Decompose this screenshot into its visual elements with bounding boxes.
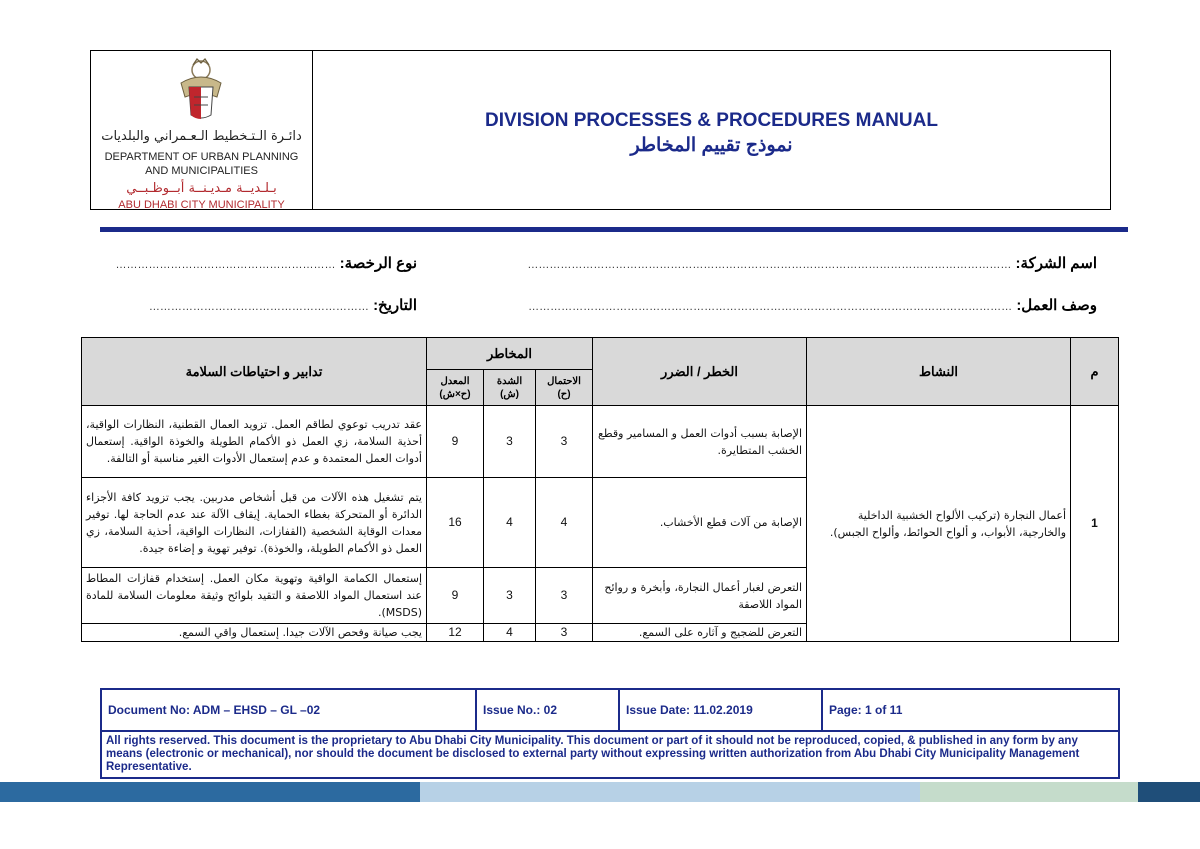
hazard-cell: الإصابة من آلات قطع الأخشاب. (593, 478, 807, 568)
col-header-number: م (1071, 338, 1119, 406)
dept-name-english-line1: DEPARTMENT OF URBAN PLANNING (104, 151, 299, 163)
probability-cell: 3 (536, 624, 593, 642)
date-field (149, 296, 417, 314)
severity-cell: 4 (484, 478, 536, 568)
col-header-probability: الاحتمال (ح) (536, 370, 593, 406)
copyright-notice: All rights reserved. This document is the proprietary to Abu Dhabi City Municipality. This document or part of it should not be reproduced, copied, & published in any form by any means (electronic or mechanical), nor should the document be disclosed to external party without expressing written authorization from Abu Dhabi City Municipality Management Representative. (106, 735, 1080, 773)
hazard-cell: التعرض لغبار أعمال النجارة، وأبخرة و روائح المواد اللاصقة (593, 568, 807, 624)
bottom-band-dark-segment (0, 782, 420, 802)
manual-title: DIVISION PROCESSES & PROCEDURES MANUAL (485, 109, 938, 131)
hazard-cell: الإصابة بسبب أدوات العمل و المسامير وقطع الخشب المتطايرة. (593, 406, 807, 478)
col-header-severity: الشدة (ش) (484, 370, 536, 406)
bottom-band-navy-segment (1138, 782, 1200, 802)
table-row (82, 406, 1119, 478)
rate-cell: 16 (427, 478, 484, 568)
severity-cell: 3 (484, 406, 536, 478)
municipality-name-english: ABU DHABI CITY MUNICIPALITY (118, 199, 285, 209)
severity-cell: 4 (484, 624, 536, 642)
bottom-band-light-segment (420, 782, 920, 802)
date-label: التاريخ: (373, 297, 417, 314)
activity-number: 1 (1071, 406, 1119, 642)
title-block (313, 51, 1110, 209)
col-header-rate: المعدل (ح×ش) (427, 370, 484, 406)
measures-cell: إستعمال الكمامة الواقية وتهوية مكان العمل. إستخدام قفازات المطاط عند استعمال المواد اللاصقة و التقيد بلوائح وثيقة معلومات السلامة للمادة (MSDS). (82, 568, 427, 624)
date-blank[interactable]: …………………………………………………… (148, 301, 369, 313)
severity-cell: 3 (484, 568, 536, 624)
document-footer (100, 688, 1120, 779)
work-description-label: وصف العمل: (1016, 297, 1097, 314)
measures-cell: عقد تدريب توعوي لطاقم العمل. تزويد العمال القطنية، النظارات الواقية، أحذية السلامة، زي العمل ذو الأكمام الطويلة والخوذة الواقية. إستعمال أدوات العمل المعتمدة و عدم إستعمال الأدوات الغير مناسبة أو التالفة. (82, 406, 427, 478)
municipality-name-arabic: بـلـديــة مـديـنــة أبــوظـبــي (126, 181, 277, 196)
header-divider (100, 227, 1128, 232)
probability-cell: 4 (536, 478, 593, 568)
measures-cell: يجب صيانة وفحص الآلات جيدا. إستعمال واقي السمع. (82, 624, 427, 642)
col-header-activity: النشاط (807, 338, 1071, 406)
issue-date: Issue Date: 11.02.2019 (620, 690, 823, 730)
rate-cell: 12 (427, 624, 484, 642)
dept-name-english-line2: AND MUNICIPALITIES (145, 165, 258, 177)
form-title-arabic: نموذج تقييم المخاطر (630, 134, 793, 156)
license-type-label: نوع الرخصة: (339, 255, 417, 272)
issue-number: Issue No.: 02 (477, 690, 620, 730)
hazard-cell: التعرض للضجيج و آثاره على السمع. (593, 624, 807, 642)
risk-assessment-table (81, 337, 1119, 642)
work-description-blank[interactable]: …………………………………………………………………………………………………………………… (528, 301, 1013, 313)
company-name-blank[interactable]: …………………………………………………………………………………………………………………… (527, 259, 1012, 271)
col-header-hazard: الخطر / الضرر (593, 338, 807, 406)
falcon-emblem-icon (171, 57, 231, 123)
rate-cell: 9 (427, 406, 484, 478)
dept-name-arabic: دائـرة الـتـخطيط الـعـمراني والبلديات (101, 129, 302, 144)
col-header-risks: المخاطر (427, 338, 593, 370)
page-number: Page: 1 of 11 (829, 703, 903, 717)
bottom-band-green-segment (920, 782, 1138, 802)
license-type-blank[interactable]: …………………………………………………… (115, 259, 336, 271)
col-header-measures: تدابير و احتياطات السلامة (82, 338, 427, 406)
work-description-field (528, 296, 1097, 314)
document-header (90, 50, 1111, 210)
license-type-field (115, 254, 417, 272)
measures-cell: يتم تشغيل هذه الآلات من قبل أشخاص مدربين. يجب تزويد كافة الأجزاء الدائرة أو المتحركة بغطاء الحماية. إيقاف الآلة عند عدم الحاجة لها. توفير معدات الوقاية الشخصية (القفازات، النظارات الواقية، أحذية السلامة، زي العمل ذو الأكمام الطويلة، والخوذة). توفير تهوية و إضاءة جيدة. (82, 478, 427, 568)
logo-block (91, 51, 313, 209)
rate-cell: 9 (427, 568, 484, 624)
footer-info-row (102, 690, 1118, 732)
company-name-label: اسم الشركة: (1015, 255, 1097, 272)
activity-description: أعمال النجارة (تركيب الألواح الخشبية الداخلية والخارجية، الأبواب، و ألواح الحوائط، وألواح الجبس). (807, 406, 1071, 642)
document-number: Document No: ADM – EHSD – GL –02 (102, 690, 477, 730)
company-name-field (527, 254, 1097, 272)
probability-cell: 3 (536, 568, 593, 624)
probability-cell: 3 (536, 406, 593, 478)
